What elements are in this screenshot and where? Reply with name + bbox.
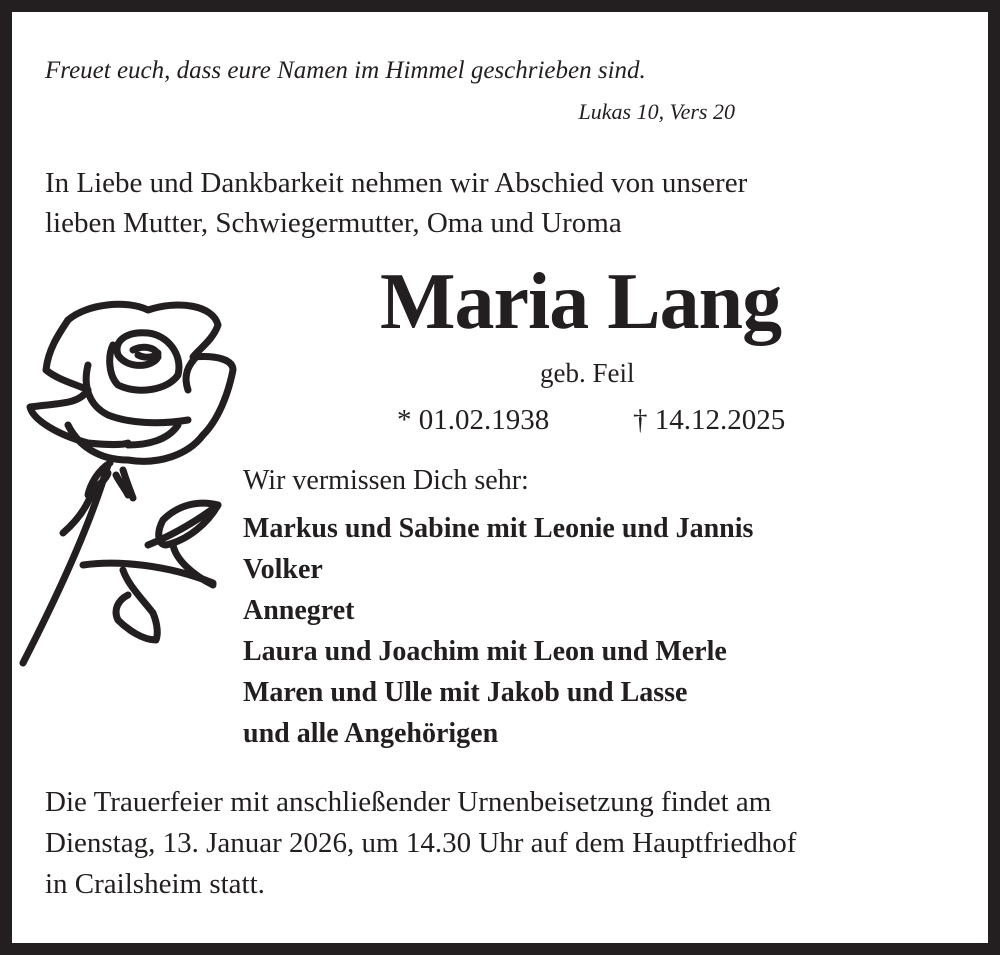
intro-text bbox=[45, 163, 747, 243]
service-line: in Crailsheim statt. bbox=[45, 868, 265, 900]
deceased-name: Maria Lang bbox=[380, 258, 782, 346]
mourners-heading: Wir vermissen Dich sehr: bbox=[243, 465, 529, 496]
mourner-line: Markus und Sabine mit Leonie und Jannis bbox=[243, 513, 754, 544]
maiden-name: geb. Feil bbox=[540, 358, 635, 388]
service-info bbox=[45, 782, 796, 905]
mourners-list bbox=[243, 508, 753, 754]
intro-line: lieben Mutter, Schwiegermutter, Oma und Uroma bbox=[45, 207, 622, 239]
mourner-line: und alle Angehörigen bbox=[243, 718, 499, 749]
bible-reference: Lukas 10, Vers 20 bbox=[578, 99, 735, 124]
mourner-line: Laura und Joachim mit Leon und Merle bbox=[243, 636, 727, 667]
mourner-line: Annegret bbox=[243, 595, 355, 626]
birth-date: * 01.02.1938 bbox=[397, 404, 550, 436]
death-date: † 14.12.2025 bbox=[633, 404, 786, 436]
rose-icon bbox=[18, 295, 248, 670]
mourner-line: Volker bbox=[243, 554, 323, 585]
service-line: Die Trauerfeier mit anschließender Urnenbeisetzung findet am bbox=[45, 786, 772, 818]
mourner-line: Maren und Ulle mit Jakob und Lasse bbox=[243, 677, 688, 708]
intro-line: In Liebe und Dankbarkeit nehmen wir Abschied von unserer bbox=[45, 167, 748, 199]
bible-quote: Freuet euch, dass eure Namen im Himmel geschrieben sind. bbox=[45, 57, 646, 84]
service-line: Dienstag, 13. Januar 2026, um 14.30 Uhr auf dem Hauptfriedhof bbox=[45, 827, 797, 859]
